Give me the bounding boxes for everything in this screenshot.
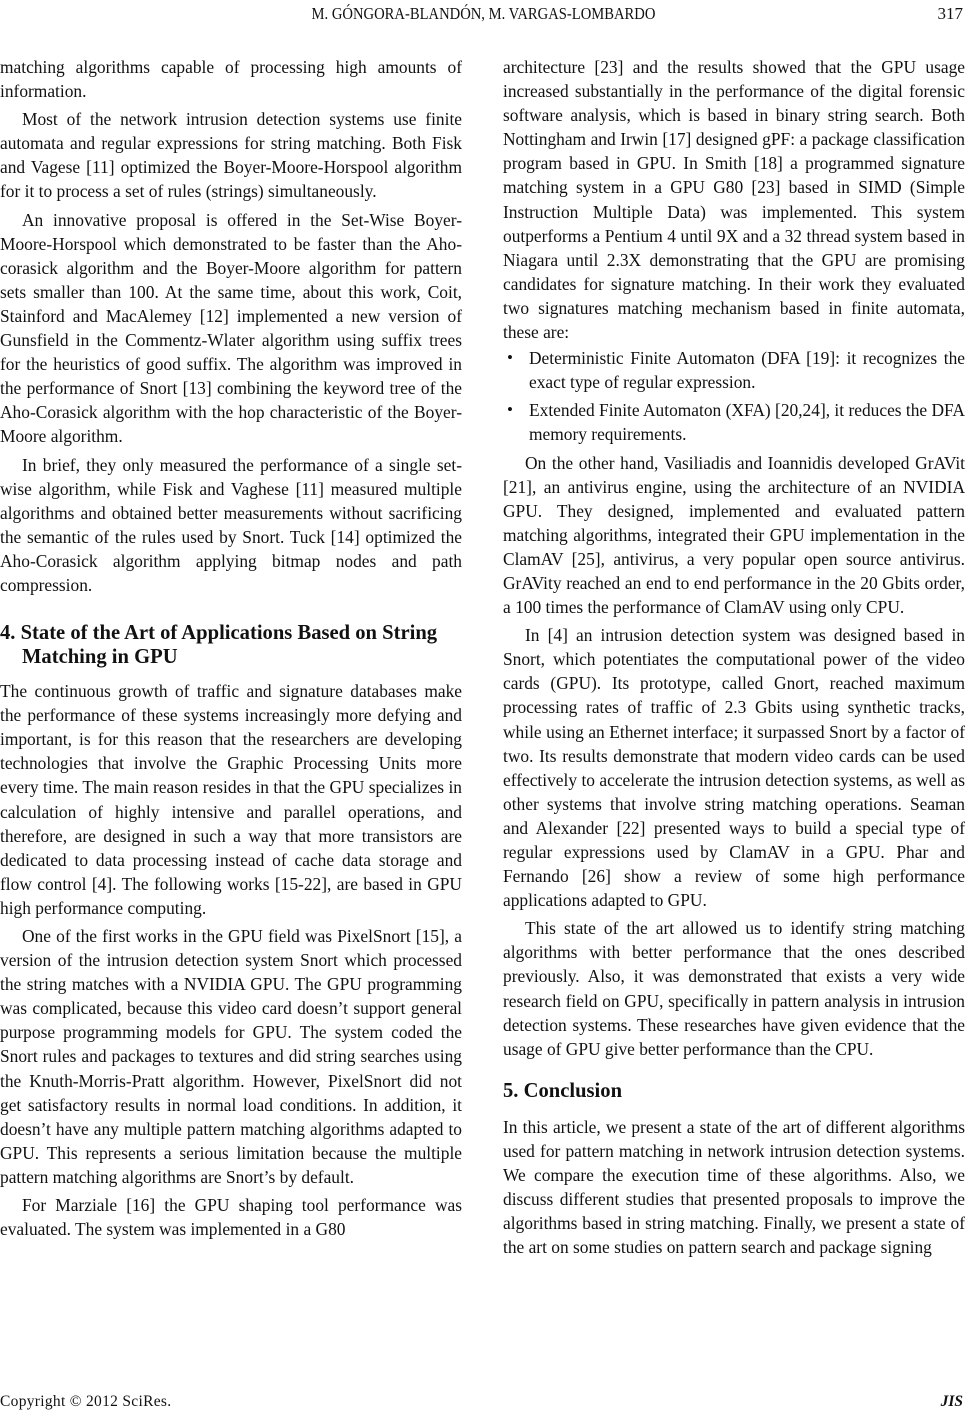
- running-header: [0, 2, 967, 26]
- page-number: 317: [937, 4, 963, 23]
- list-item-text: Deterministic Finite Automaton (DFA [19]: it recognizes the exact type of regular expression.: [529, 348, 965, 393]
- journal-abbreviation: JIS: [940, 1393, 963, 1410]
- list-item: [503, 398, 965, 446]
- paragraph: In this article, we present a state of the art of different algorithms used for pattern matching in network intrusion detection systems. We compare the execution time of these algorithms. Also, we discuss different studies that presented proposals to improve the algorithms based in string matching. Finally, we present a state of the art on some studies on pattern search and package signing: [503, 1116, 965, 1258]
- paragraph: In brief, they only measured the performance of a single set-wise algorithm, while Fisk and Vaghese [11] measured multiple algorithms and obtained better measurements without sacrificing the semantic of the rules used by Snort. Tuck [14] optimized the Aho-Corasick algorithm applying bitmap nodes and path compression.: [0, 454, 462, 595]
- paragraph: Most of the network intrusion detection systems use finite automata and regular expressions for string matching. Both Fisk and Vagese [11] optimized the Boyer-Moore-Horspool algorithm for it to process a set of rules (strings) simultaneously.: [0, 109, 462, 202]
- copyright-notice: Copyright © 2012 SciRes.: [0, 1393, 172, 1410]
- paragraph: In [4] an intrusion detection system was designed based in Snort, which potentiates the computational power of the video cards (GPU). Its prototype, called Gnort, reached maximum processing rates of traffic of 2.3 Gbits using synthetic tracks, while using an Ethernet interface; it surpassed Snort by a factor of two. Its results demonstrate that modern video cards can be used effectively to accelerate the intrusion detection systems, as well as other systems that involve string matching operations. Seaman and Alexander [22] presented ways to build a special type of regular expressions used by ClamAV in a GPU. Phar and Fernando [26] show a review of some high performance applications adapted to GPU.: [503, 625, 965, 911]
- bullet-icon: •: [507, 348, 513, 368]
- bullet-icon: •: [507, 400, 513, 420]
- section-4-heading: 4. State of the Art of Applications Based on String Matching in GPU: [0, 622, 438, 669]
- right-column: [503, 55, 965, 1259]
- paragraph: matching algorithms capable of processing high amounts of information.: [0, 57, 462, 102]
- paragraph: On the other hand, Vasiliadis and Ioannidis developed GrAVit [21], an antivirus engine, using the architecture of an NVIDIA GPU. They designed, implemented and evaluated pattern matching algorithms, integrated their GPU implementation in the ClamAV [25], antivirus, a very popular open source antivirus. GrAVity reached an end to end performance in the 20 Gbits order, a 100 times the performance of ClamAV using only CPU.: [503, 452, 965, 618]
- bullet-list: [503, 346, 965, 446]
- paragraph: This state of the art allowed us to identify string matching algorithms with better performance that the ones described previously. Also, it was demonstrated that exists a very wide research field on GPU, specifically in pattern analysis in intrusion detection systems. These researches have given evidence that the usage of GPU give better performance than the CPU.: [503, 918, 965, 1059]
- paragraph: For Marziale [16] the GPU shaping tool performance was evaluated. The system was implemented in a G80: [0, 1195, 462, 1240]
- paragraph: The continuous growth of traffic and signature databases make the performance of these systems increasingly more defying and important, is for this reason that the researchers are developing technologies that involve the Graphic Processing Units more every time. The main reason resides in that the GPU specializes in calculation of highly intensive and parallel operations, and therefore, are designed in such a way that more transistors are dedicated to data processing instead of cache data storage and flow control [4]. The following works [15-22], are based in GPU high performance computing.: [0, 681, 462, 918]
- paragraph: An innovative proposal is offered in the Set-Wise Boyer-Moore-Horspool which demonstrated to be faster than the Aho-corasick algorithm and the Boyer-Moore algorithm for pattern sets smaller than 100. At the same time, about this work, Coit, Stainford and MacAlemey [12] implemented a new version of Gunsfield in the Commentz-Wlater algorithm using suffix trees for the heuristics of good suffix. The algorithm was improved in the performance of Snort [13] combining the keyword tree of the Aho-Corasick algorithm with the hop characteristic of the Boyer-Moore algorithm.: [0, 209, 462, 447]
- header-authors: M. GÓNGORA-BLANDÓN, M. VARGAS-LOMBARDO: [311, 4, 656, 23]
- section-5-heading: 5. Conclusion: [503, 1079, 623, 1102]
- left-column: [0, 55, 462, 1241]
- list-item: [503, 346, 965, 394]
- paragraph: One of the first works in the GPU field was PixelSnort [15], a version of the intrusion detection system Snort which processed the string matches with a NVIDIA GPU. The GPU programming was complicated, because this video card doesn’t support general purpose programming models for GPU. The system coded the Snort rules and packages to textures and did string searches using the Knuth-Morris-Pratt algorithm. However, PixelSnort did not get satisfactory results in normal load conditions. In addition, it doesn’t have any multiple pattern matching algorithms adapted to GPU. This represents a serious limitation because the multiple pattern matching algorithms are Snort’s by default.: [0, 926, 462, 1187]
- paragraph: architecture [23] and the results showed that the GPU usage increased substantially in the performance of the digital forensic software analysis, which is based in binary string search. Both Nottingham and Irwin [17] designed gPF: a package classification program based in GPU. In Smith [18] a programmed signature matching system in a GPU G80 [23] based in SIMD (Simple Instruction Multiple Data) was implemented. This system outperforms a Pentium 4 until 9X and a 32 thread system based in Niagara until 2.3X demonstrating that the GPU are promising candidates for signature matching. In their work they evaluated two signatures matching mechanism based in finite automata, these are:: [503, 57, 965, 343]
- list-item-text: Extended Finite Automaton (XFA) [20,24], it reduces the DFA memory requirements.: [529, 400, 965, 445]
- page-footer: [0, 1391, 967, 1413]
